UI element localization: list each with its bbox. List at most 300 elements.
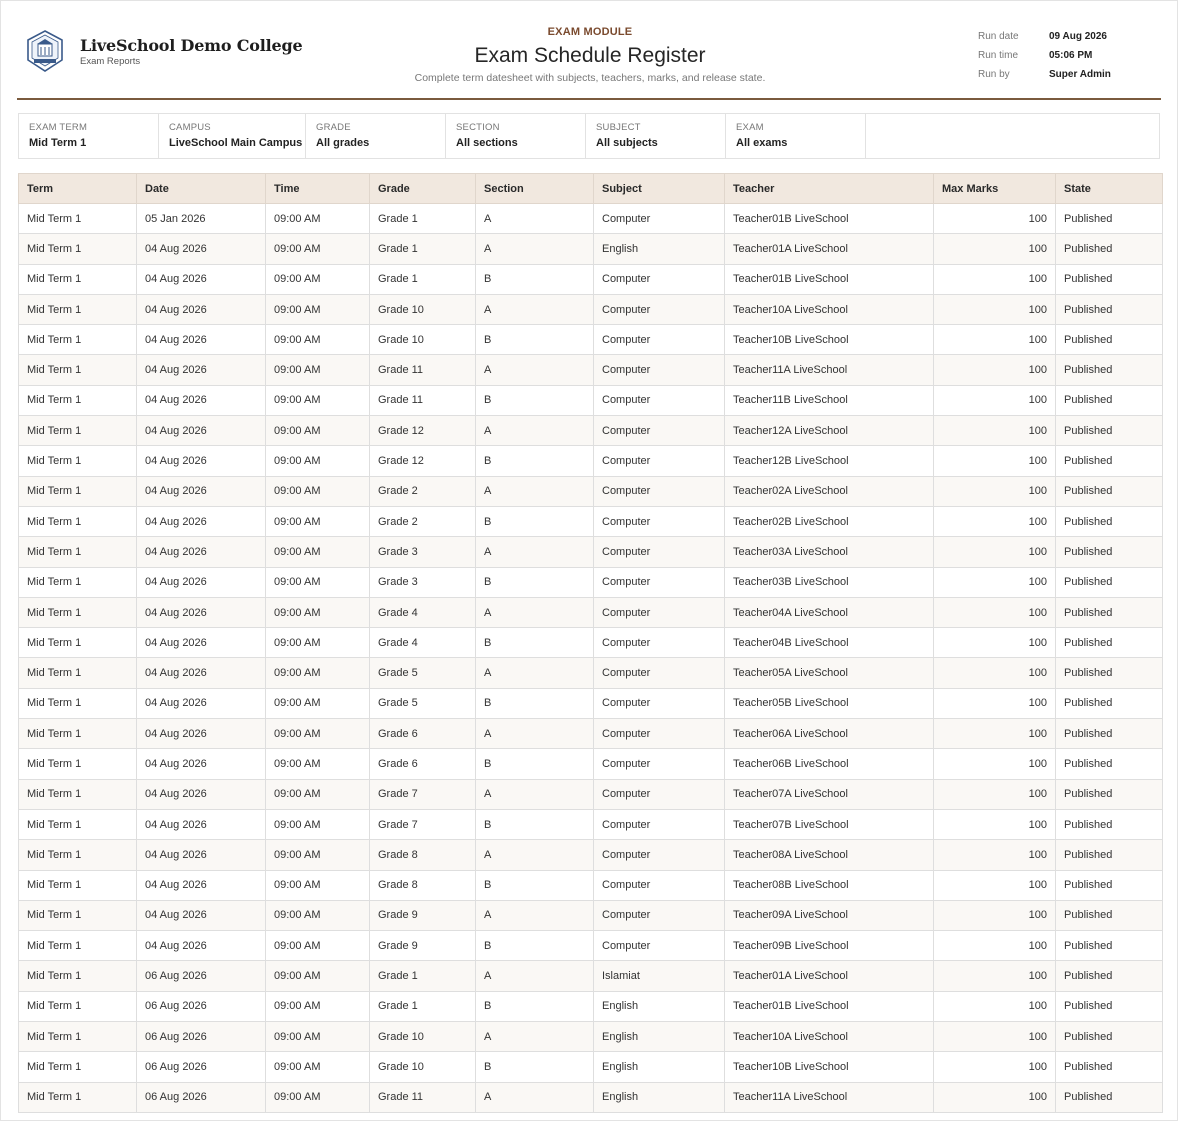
- table-row: [19, 294, 1163, 324]
- filter-label: GRADE: [316, 122, 351, 133]
- cell-subject: Computer: [594, 628, 725, 658]
- cell-section: A: [476, 840, 594, 870]
- cell-term: Mid Term 1: [19, 658, 137, 688]
- cell-state: Published: [1056, 628, 1163, 658]
- cell-term: Mid Term 1: [19, 567, 137, 597]
- cell-date: 04 Aug 2026: [137, 688, 266, 718]
- meta-run-date: [978, 27, 1158, 46]
- cell-subject: English: [594, 991, 725, 1021]
- cell-state: Published: [1056, 749, 1163, 779]
- cell-max-marks: 100: [934, 506, 1056, 536]
- cell-date: 06 Aug 2026: [137, 1052, 266, 1082]
- table-row: [19, 870, 1163, 900]
- table-row: [19, 1082, 1163, 1112]
- cell-subject: Computer: [594, 931, 725, 961]
- cell-section: B: [476, 749, 594, 779]
- cell-teacher: Teacher01B LiveSchool: [725, 204, 934, 234]
- cell-state: Published: [1056, 264, 1163, 294]
- cell-term: Mid Term 1: [19, 476, 137, 506]
- cell-grade: Grade 10: [370, 1022, 476, 1052]
- cell-time: 09:00 AM: [266, 991, 370, 1021]
- cell-section: B: [476, 991, 594, 1021]
- cell-grade: Grade 4: [370, 628, 476, 658]
- cell-term: Mid Term 1: [19, 416, 137, 446]
- cell-date: 06 Aug 2026: [137, 1082, 266, 1112]
- cell-max-marks: 100: [934, 537, 1056, 567]
- cell-subject: Computer: [594, 719, 725, 749]
- cell-grade: Grade 11: [370, 1082, 476, 1112]
- cell-max-marks: 100: [934, 658, 1056, 688]
- cell-date: 04 Aug 2026: [137, 446, 266, 476]
- cell-max-marks: 100: [934, 840, 1056, 870]
- cell-date: 06 Aug 2026: [137, 991, 266, 1021]
- cell-subject: Computer: [594, 870, 725, 900]
- cell-state: Published: [1056, 961, 1163, 991]
- cell-time: 09:00 AM: [266, 961, 370, 991]
- cell-section: B: [476, 1052, 594, 1082]
- cell-teacher: Teacher05B LiveSchool: [725, 688, 934, 718]
- cell-section: A: [476, 416, 594, 446]
- cell-grade: Grade 10: [370, 325, 476, 355]
- cell-teacher: Teacher06B LiveSchool: [725, 749, 934, 779]
- cell-term: Mid Term 1: [19, 325, 137, 355]
- cell-time: 09:00 AM: [266, 688, 370, 718]
- cell-grade: Grade 10: [370, 294, 476, 324]
- cell-time: 09:00 AM: [266, 809, 370, 839]
- cell-teacher: Teacher08B LiveSchool: [725, 870, 934, 900]
- cell-term: Mid Term 1: [19, 506, 137, 536]
- cell-date: 04 Aug 2026: [137, 416, 266, 446]
- cell-date: 04 Aug 2026: [137, 325, 266, 355]
- cell-time: 09:00 AM: [266, 719, 370, 749]
- table-row: [19, 234, 1163, 264]
- cell-teacher: Teacher04B LiveSchool: [725, 628, 934, 658]
- filter-section: [446, 114, 586, 158]
- cell-subject: Computer: [594, 294, 725, 324]
- cell-grade: Grade 1: [370, 204, 476, 234]
- meta-label: Run by: [978, 69, 1010, 80]
- table-row: [19, 840, 1163, 870]
- cell-teacher: Teacher01B LiveSchool: [725, 991, 934, 1021]
- filter-value: All subjects: [596, 137, 658, 149]
- cell-date: 04 Aug 2026: [137, 628, 266, 658]
- column-header-term: Term: [19, 174, 137, 204]
- cell-date: 04 Aug 2026: [137, 476, 266, 506]
- cell-time: 09:00 AM: [266, 870, 370, 900]
- cell-subject: Computer: [594, 779, 725, 809]
- cell-date: 04 Aug 2026: [137, 537, 266, 567]
- cell-subject: Computer: [594, 658, 725, 688]
- table-row: [19, 991, 1163, 1021]
- cell-term: Mid Term 1: [19, 749, 137, 779]
- cell-date: 04 Aug 2026: [137, 355, 266, 385]
- cell-max-marks: 100: [934, 809, 1056, 839]
- cell-grade: Grade 11: [370, 385, 476, 415]
- cell-section: B: [476, 325, 594, 355]
- cell-max-marks: 100: [934, 385, 1056, 415]
- cell-section: A: [476, 658, 594, 688]
- cell-max-marks: 100: [934, 719, 1056, 749]
- cell-section: B: [476, 870, 594, 900]
- table-row: [19, 204, 1163, 234]
- table-row: [19, 658, 1163, 688]
- cell-state: Published: [1056, 597, 1163, 627]
- table-row: [19, 567, 1163, 597]
- cell-teacher: Teacher03A LiveSchool: [725, 537, 934, 567]
- table-row: [19, 264, 1163, 294]
- cell-term: Mid Term 1: [19, 900, 137, 930]
- cell-state: Published: [1056, 840, 1163, 870]
- schedule-table: [18, 173, 1163, 1113]
- cell-section: B: [476, 809, 594, 839]
- cell-term: Mid Term 1: [19, 385, 137, 415]
- cell-date: 04 Aug 2026: [137, 234, 266, 264]
- cell-subject: Computer: [594, 506, 725, 536]
- cell-section: B: [476, 446, 594, 476]
- cell-grade: Grade 10: [370, 1052, 476, 1082]
- cell-term: Mid Term 1: [19, 1052, 137, 1082]
- cell-max-marks: 100: [934, 1052, 1056, 1082]
- cell-section: B: [476, 506, 594, 536]
- cell-subject: English: [594, 234, 725, 264]
- cell-time: 09:00 AM: [266, 900, 370, 930]
- cell-date: 04 Aug 2026: [137, 809, 266, 839]
- table-row: [19, 809, 1163, 839]
- filter-value: Mid Term 1: [29, 137, 87, 149]
- cell-grade: Grade 8: [370, 840, 476, 870]
- cell-teacher: Teacher02A LiveSchool: [725, 476, 934, 506]
- cell-section: A: [476, 204, 594, 234]
- cell-term: Mid Term 1: [19, 294, 137, 324]
- filter-exam: [726, 114, 866, 158]
- cell-max-marks: 100: [934, 749, 1056, 779]
- cell-date: 04 Aug 2026: [137, 931, 266, 961]
- cell-max-marks: 100: [934, 931, 1056, 961]
- cell-grade: Grade 3: [370, 537, 476, 567]
- cell-date: 04 Aug 2026: [137, 749, 266, 779]
- cell-max-marks: 100: [934, 961, 1056, 991]
- cell-max-marks: 100: [934, 204, 1056, 234]
- cell-time: 09:00 AM: [266, 840, 370, 870]
- cell-max-marks: 100: [934, 597, 1056, 627]
- cell-max-marks: 100: [934, 234, 1056, 264]
- cell-teacher: Teacher01B LiveSchool: [725, 264, 934, 294]
- cell-time: 09:00 AM: [266, 597, 370, 627]
- cell-teacher: Teacher07B LiveSchool: [725, 809, 934, 839]
- cell-term: Mid Term 1: [19, 234, 137, 264]
- cell-section: B: [476, 385, 594, 415]
- cell-subject: Computer: [594, 840, 725, 870]
- filter-value: All sections: [456, 137, 518, 149]
- cell-date: 04 Aug 2026: [137, 719, 266, 749]
- cell-grade: Grade 7: [370, 809, 476, 839]
- table-row: [19, 446, 1163, 476]
- meta-run-time: [978, 46, 1158, 65]
- cell-subject: Computer: [594, 809, 725, 839]
- cell-section: A: [476, 900, 594, 930]
- cell-time: 09:00 AM: [266, 234, 370, 264]
- cell-section: A: [476, 1022, 594, 1052]
- filter-label: SUBJECT: [596, 122, 641, 133]
- column-header-date: Date: [137, 174, 266, 204]
- cell-teacher: Teacher07A LiveSchool: [725, 779, 934, 809]
- cell-section: B: [476, 264, 594, 294]
- meta-value: 05:06 PM: [1049, 50, 1093, 61]
- cell-subject: Computer: [594, 900, 725, 930]
- cell-subject: Computer: [594, 264, 725, 294]
- filter-campus: [159, 114, 306, 158]
- cell-state: Published: [1056, 688, 1163, 718]
- cell-max-marks: 100: [934, 1022, 1056, 1052]
- cell-max-marks: 100: [934, 416, 1056, 446]
- cell-term: Mid Term 1: [19, 264, 137, 294]
- cell-term: Mid Term 1: [19, 628, 137, 658]
- filter-label: EXAM TERM: [29, 122, 88, 133]
- cell-term: Mid Term 1: [19, 931, 137, 961]
- cell-max-marks: 100: [934, 628, 1056, 658]
- cell-subject: English: [594, 1022, 725, 1052]
- cell-grade: Grade 1: [370, 264, 476, 294]
- cell-section: A: [476, 234, 594, 264]
- meta-run-by: [978, 65, 1158, 84]
- cell-state: Published: [1056, 416, 1163, 446]
- cell-teacher: Teacher04A LiveSchool: [725, 597, 934, 627]
- cell-subject: Computer: [594, 204, 725, 234]
- cell-subject: Islamiat: [594, 961, 725, 991]
- cell-date: 04 Aug 2026: [137, 294, 266, 324]
- cell-term: Mid Term 1: [19, 719, 137, 749]
- cell-state: Published: [1056, 870, 1163, 900]
- column-header-teacher: Teacher: [725, 174, 934, 204]
- cell-grade: Grade 2: [370, 506, 476, 536]
- filter-exam-term: [19, 114, 159, 158]
- cell-term: Mid Term 1: [19, 809, 137, 839]
- cell-time: 09:00 AM: [266, 779, 370, 809]
- cell-date: 04 Aug 2026: [137, 658, 266, 688]
- module-label: EXAM MODULE: [547, 26, 633, 38]
- meta-label: Run date: [978, 31, 1019, 42]
- table-row: [19, 325, 1163, 355]
- cell-subject: English: [594, 1052, 725, 1082]
- cell-time: 09:00 AM: [266, 476, 370, 506]
- cell-grade: Grade 9: [370, 931, 476, 961]
- cell-teacher: Teacher10A LiveSchool: [725, 294, 934, 324]
- cell-subject: Computer: [594, 567, 725, 597]
- filter-label: SECTION: [456, 122, 500, 133]
- table-row: [19, 628, 1163, 658]
- cell-time: 09:00 AM: [266, 537, 370, 567]
- cell-teacher: Teacher11A LiveSchool: [725, 355, 934, 385]
- filter-label: CAMPUS: [169, 122, 211, 133]
- cell-max-marks: 100: [934, 294, 1056, 324]
- cell-time: 09:00 AM: [266, 204, 370, 234]
- cell-max-marks: 100: [934, 325, 1056, 355]
- cell-grade: Grade 2: [370, 476, 476, 506]
- cell-time: 09:00 AM: [266, 294, 370, 324]
- cell-max-marks: 100: [934, 900, 1056, 930]
- cell-date: 04 Aug 2026: [137, 779, 266, 809]
- cell-time: 09:00 AM: [266, 325, 370, 355]
- filter-grade: [306, 114, 446, 158]
- cell-subject: Computer: [594, 688, 725, 718]
- cell-date: 04 Aug 2026: [137, 506, 266, 536]
- cell-time: 09:00 AM: [266, 628, 370, 658]
- column-header-section: Section: [476, 174, 594, 204]
- cell-term: Mid Term 1: [19, 597, 137, 627]
- cell-state: Published: [1056, 294, 1163, 324]
- cell-teacher: Teacher08A LiveSchool: [725, 840, 934, 870]
- cell-grade: Grade 12: [370, 446, 476, 476]
- cell-subject: Computer: [594, 325, 725, 355]
- cell-state: Published: [1056, 567, 1163, 597]
- cell-time: 09:00 AM: [266, 446, 370, 476]
- cell-time: 09:00 AM: [266, 264, 370, 294]
- cell-section: B: [476, 688, 594, 718]
- cell-section: B: [476, 931, 594, 961]
- cell-state: Published: [1056, 1082, 1163, 1112]
- table-row: [19, 537, 1163, 567]
- filter-value: All exams: [736, 137, 788, 149]
- college-name: LiveSchool Demo College: [80, 36, 303, 55]
- cell-term: Mid Term 1: [19, 1082, 137, 1112]
- cell-state: Published: [1056, 719, 1163, 749]
- filter-empty: [866, 114, 1159, 158]
- table-row: [19, 385, 1163, 415]
- cell-subject: Computer: [594, 355, 725, 385]
- cell-teacher: Teacher06A LiveSchool: [725, 719, 934, 749]
- cell-grade: Grade 5: [370, 688, 476, 718]
- cell-section: A: [476, 597, 594, 627]
- cell-teacher: Teacher10A LiveSchool: [725, 1022, 934, 1052]
- cell-time: 09:00 AM: [266, 931, 370, 961]
- run-meta: [978, 27, 1158, 84]
- cell-grade: Grade 4: [370, 597, 476, 627]
- table-row: [19, 1052, 1163, 1082]
- cell-state: Published: [1056, 931, 1163, 961]
- cell-date: 04 Aug 2026: [137, 870, 266, 900]
- cell-date: 04 Aug 2026: [137, 567, 266, 597]
- cell-date: 04 Aug 2026: [137, 900, 266, 930]
- cell-max-marks: 100: [934, 446, 1056, 476]
- cell-time: 09:00 AM: [266, 1022, 370, 1052]
- table-row: [19, 900, 1163, 930]
- cell-time: 09:00 AM: [266, 658, 370, 688]
- cell-teacher: Teacher01A LiveSchool: [725, 234, 934, 264]
- cell-max-marks: 100: [934, 567, 1056, 597]
- cell-state: Published: [1056, 809, 1163, 839]
- cell-subject: English: [594, 1082, 725, 1112]
- cell-state: Published: [1056, 234, 1163, 264]
- cell-max-marks: 100: [934, 779, 1056, 809]
- cell-teacher: Teacher12B LiveSchool: [725, 446, 934, 476]
- cell-subject: Computer: [594, 537, 725, 567]
- cell-date: 05 Jan 2026: [137, 204, 266, 234]
- meta-value: 09 Aug 2026: [1049, 31, 1107, 42]
- cell-section: A: [476, 779, 594, 809]
- cell-state: Published: [1056, 355, 1163, 385]
- cell-term: Mid Term 1: [19, 961, 137, 991]
- cell-max-marks: 100: [934, 264, 1056, 294]
- cell-section: A: [476, 537, 594, 567]
- cell-term: Mid Term 1: [19, 1022, 137, 1052]
- cell-subject: Computer: [594, 476, 725, 506]
- cell-time: 09:00 AM: [266, 506, 370, 536]
- page-subtitle: Complete term datesheet with subjects, teachers, marks, and release state.: [414, 72, 766, 84]
- cell-teacher: Teacher09B LiveSchool: [725, 931, 934, 961]
- cell-max-marks: 100: [934, 355, 1056, 385]
- cell-term: Mid Term 1: [19, 870, 137, 900]
- table-row: [19, 688, 1163, 718]
- meta-label: Run time: [978, 50, 1019, 61]
- cell-section: A: [476, 294, 594, 324]
- filter-value: All grades: [316, 137, 370, 149]
- cell-term: Mid Term 1: [19, 537, 137, 567]
- cell-date: 06 Aug 2026: [137, 1022, 266, 1052]
- cell-grade: Grade 8: [370, 870, 476, 900]
- table-row: [19, 506, 1163, 536]
- cell-teacher: Teacher11B LiveSchool: [725, 385, 934, 415]
- column-header-state: State: [1056, 174, 1163, 204]
- cell-max-marks: 100: [934, 476, 1056, 506]
- cell-state: Published: [1056, 325, 1163, 355]
- cell-teacher: Teacher05A LiveSchool: [725, 658, 934, 688]
- cell-teacher: Teacher11A LiveSchool: [725, 1082, 934, 1112]
- table-row: [19, 779, 1163, 809]
- cell-teacher: Teacher10B LiveSchool: [725, 1052, 934, 1082]
- meta-value: Super Admin: [1049, 69, 1111, 80]
- cell-date: 04 Aug 2026: [137, 840, 266, 870]
- cell-grade: Grade 11: [370, 355, 476, 385]
- column-header-max-marks: Max Marks: [934, 174, 1056, 204]
- table-row: [19, 719, 1163, 749]
- cell-subject: Computer: [594, 597, 725, 627]
- cell-time: 09:00 AM: [266, 1052, 370, 1082]
- college-subtitle: Exam Reports: [80, 56, 141, 67]
- table-header-row: [19, 174, 1163, 204]
- table-row: [19, 749, 1163, 779]
- cell-max-marks: 100: [934, 1082, 1056, 1112]
- cell-max-marks: 100: [934, 870, 1056, 900]
- cell-grade: Grade 1: [370, 234, 476, 264]
- cell-state: Published: [1056, 476, 1163, 506]
- cell-grade: Grade 3: [370, 567, 476, 597]
- table-row: [19, 931, 1163, 961]
- cell-grade: Grade 12: [370, 416, 476, 446]
- cell-state: Published: [1056, 1022, 1163, 1052]
- cell-teacher: Teacher09A LiveSchool: [725, 900, 934, 930]
- cell-subject: Computer: [594, 385, 725, 415]
- cell-section: A: [476, 355, 594, 385]
- cell-section: A: [476, 719, 594, 749]
- cell-state: Published: [1056, 506, 1163, 536]
- cell-term: Mid Term 1: [19, 446, 137, 476]
- cell-grade: Grade 9: [370, 900, 476, 930]
- cell-teacher: Teacher12A LiveSchool: [725, 416, 934, 446]
- table-body: [19, 204, 1163, 1113]
- table-row: [19, 597, 1163, 627]
- schedule-table-wrapper: [18, 173, 1162, 1113]
- cell-date: 06 Aug 2026: [137, 961, 266, 991]
- cell-section: A: [476, 476, 594, 506]
- cell-grade: Grade 6: [370, 749, 476, 779]
- cell-time: 09:00 AM: [266, 355, 370, 385]
- cell-term: Mid Term 1: [19, 355, 137, 385]
- cell-section: A: [476, 1082, 594, 1112]
- cell-term: Mid Term 1: [19, 204, 137, 234]
- page-title: Exam Schedule Register: [474, 44, 706, 67]
- filter-value: LiveSchool Main Campus: [169, 137, 303, 149]
- cell-grade: Grade 7: [370, 779, 476, 809]
